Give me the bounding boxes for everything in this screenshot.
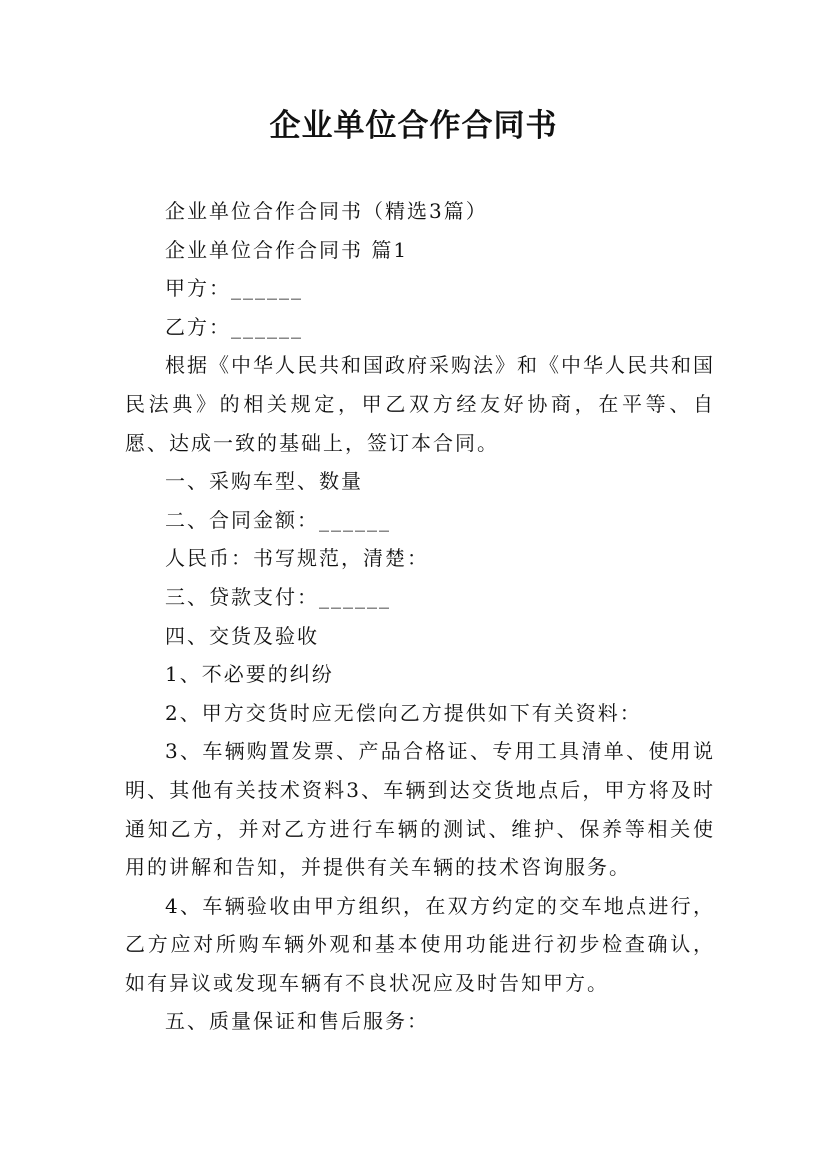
document-title: 企业单位合作合同书 <box>269 108 558 144</box>
paragraph-clause-3: 三、贷款支付：______ <box>165 584 391 609</box>
paragraph-rmb: 人民币：书写规范，清楚： <box>165 546 429 571</box>
paragraph-clause-1: 一、采购车型、数量 <box>165 469 363 494</box>
paragraph-item-4: 4、车辆验收由甲方组织，在双方约定的交车地点进行，乙方应对所购车辆外观和基本使用功能进行初步检查确认，如有异议或发现车辆有不良状况应及时告知甲方。 <box>125 893 715 995</box>
paragraph-preamble: 根据《中华人民共和国政府采购法》和《中华人民共和国民法典》的相关规定，甲乙双方经友好协商，在平等、自愿、达成一致的基础上，签订本合同。 <box>125 353 715 455</box>
paragraph-section-heading: 企业单位合作合同书 篇1 <box>165 237 409 262</box>
document-body <box>125 192 715 1041</box>
paragraph-item-3: 3、车辆购置发票、产品合格证、专用工具清单、使用说明、其他有关技术资料3、车辆到达交货地点后，甲方将及时通知乙方，并对乙方进行车辆的测试、维护、保养等相关使用的讲解和告知，并提供有关车辆的技术咨询服务。 <box>125 739 715 880</box>
paragraph-clause-4: 四、交货及验收 <box>165 623 319 648</box>
paragraph-subtitle: 企业单位合作合同书（精选3篇） <box>165 199 488 223</box>
paragraph-item-1: 1、不必要的纠纷 <box>165 662 334 687</box>
paragraph-party-b: 乙方：______ <box>165 314 303 339</box>
paragraph-party-a: 甲方：______ <box>165 276 303 301</box>
paragraph-clause-5: 五、质量保证和售后服务： <box>165 1009 429 1034</box>
paragraph-clause-2: 二、合同金额：______ <box>165 507 391 532</box>
paragraph-item-2: 2、甲方交货时应无偿向乙方提供如下有关资料： <box>165 700 642 725</box>
